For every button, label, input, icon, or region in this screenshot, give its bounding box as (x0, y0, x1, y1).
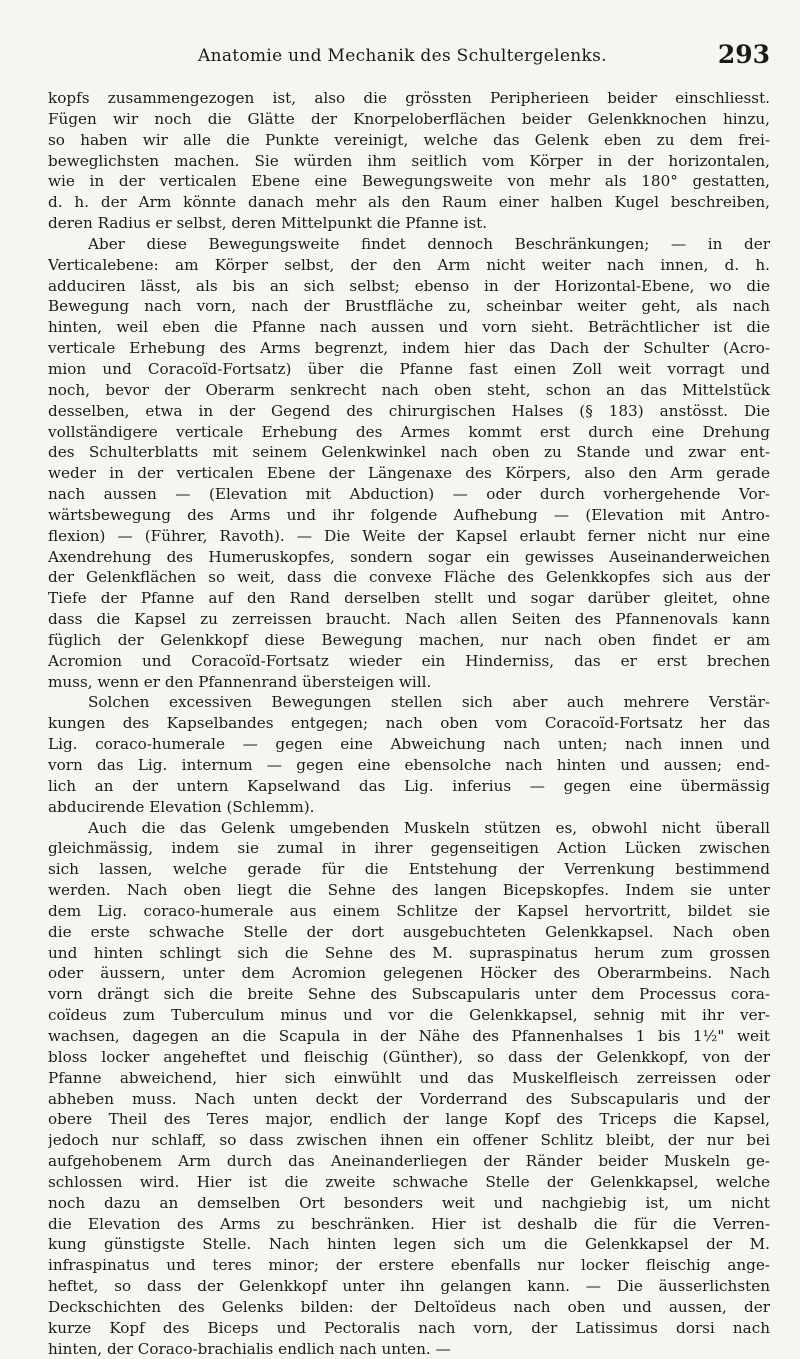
text-line: Pfanne abweichend, hier sich einwühlt und das Muskelfleisch zerreissen oder (48, 1068, 770, 1087)
text-line: vollständigere verticale Erhebung des Armes kommt erst durch eine Drehung (48, 422, 770, 441)
text-line: die erste schwache Stelle der dort ausgebuchteten Gelenkkapsel. Nach oben (48, 922, 770, 941)
text-line: muss, wenn er den Pfannenrand übersteigen will. (48, 672, 432, 691)
text-line: kung günstigste Stelle. Nach hinten legen sich um die Gelenkkapsel der M. (48, 1235, 770, 1254)
text-line: Bewegung nach vorn, nach der Brustfläche zu, scheinbar weiter geht, als nach (48, 297, 770, 316)
text-line: Acromion und Coracoïd-Fortsatz wieder ein Hinderniss, das er erst brechen (48, 651, 770, 670)
text-line: gleichmässig, indem sie zumal in ihrer gegenseitigen Action Lücken zwischen (48, 839, 770, 858)
text-line: dass die Kapsel zu zerreissen braucht. Nach allen Seiten des Pfannenovals kann (48, 610, 770, 629)
text-line: vorn drängt sich die breite Sehne des Subscapularis unter dem Processus cora- (48, 985, 770, 1004)
text-line: Lig. coraco-humerale — gegen eine Abweichung nach unten; nach innen und (48, 735, 770, 754)
body-text (48, 88, 770, 1359)
text-line: oder äussern, unter dem Acromion gelegenen Höcker des Oberarmbeins. Nach (48, 964, 770, 983)
text-line: verticale Erhebung des Arms begrenzt, indem hier das Dach der Schulter (Acro- (48, 339, 770, 358)
text-line: wachsen, dagegen an die Scapula in der Nähe des Pfannenhalses 1 bis 1½" weit (48, 1026, 770, 1045)
text-line: sich lassen, welche gerade für die Entstehung der Verrenkung bestimmend (48, 860, 770, 879)
text-line: deren Radius er selbst, deren Mittelpunkt die Pfanne ist. (48, 214, 488, 233)
text-line: Axendrehung des Humeruskopfes, sondern sogar ein gewisses Auseinanderweichen (48, 547, 770, 566)
text-line: d. h. der Arm könnte danach mehr als den Raum einer halben Kugel beschreiben, (48, 193, 770, 212)
text-line: schlossen wird. Hier ist die zweite schwache Stelle der Gelenkkapsel, welche (48, 1172, 770, 1191)
text-line: noch dazu an demselben Ort besonders weit und nachgiebig ist, um nicht (48, 1193, 770, 1212)
text-line: füglich der Gelenkkopf diese Bewegung machen, nur nach oben findet er am (48, 630, 770, 649)
text-line: Tiefe der Pfanne auf den Rand derselben stellt und sogar darüber gleitet, ohne (48, 589, 770, 608)
text-line: abducirende Elevation (Schlemm). (48, 797, 315, 816)
text-line: infraspinatus und teres minor; der erstere ebenfalls nur locker fleischig ange- (48, 1256, 770, 1275)
page-number: 293 (717, 40, 770, 69)
text-line: coïdeus zum Tuberculum minus und vor die Gelenkkapsel, sehnig mit ihr ver- (48, 1006, 770, 1025)
text-line: jedoch nur schlaff, so dass zwischen ihnen ein offener Schlitz bleibt, der nur bei (48, 1131, 770, 1150)
running-title: Anatomie und Mechanik des Schultergelenks. (198, 46, 607, 66)
text-line: kungen des Kapselbandes entgegen; nach oben vom Coracoïd-Fortsatz her das (48, 714, 770, 733)
text-line: Aber diese Bewegungsweite findet dennoch Beschränkungen; — in der (88, 234, 770, 253)
text-line: adduciren lässt, als bis an sich selbst; ebenso in der Horizontal-Ebene, wo die (48, 276, 770, 295)
text-line: bloss locker angeheftet und fleischig (Günther), so dass der Gelenkkopf, von der (48, 1047, 770, 1066)
text-line: kopfs zusammengezogen ist, also die grössten Peripherieen beider einschliesst. (48, 89, 770, 107)
text-line: flexion) — (Führer, Ravoth). — Die Weite der Kapsel erlaubt ferner nicht nur eine (48, 526, 770, 545)
text-line: abheben muss. Nach unten deckt der Vorderrand des Subscapularis und der (48, 1089, 770, 1108)
text-line: werden. Nach oben liegt die Sehne des langen Bicepskopfes. Indem sie unter (48, 881, 770, 900)
text-line: mion und Coracoïd-Fortsatz) über die Pfanne fast einen Zoll weit vorragt und (48, 359, 770, 378)
text-line: kurze Kopf des Biceps und Pectoralis nach vorn, der Latissimus dorsi nach (48, 1318, 770, 1337)
text-line: Verticalebene: am Körper selbst, der den Arm nicht weiter nach innen, d. h. (48, 255, 770, 274)
text-line: Auch die das Gelenk umgebenden Muskeln stützen es, obwohl nicht überall (88, 818, 770, 837)
text-line: hinten, weil eben die Pfanne nach aussen und vorn sieht. Beträchtlicher ist die (48, 318, 770, 337)
text-line: lich an der untern Kapselwand das Lig. inferius — gegen eine übermässig (48, 776, 770, 795)
text-line: die Elevation des Arms zu beschränken. Hier ist deshalb die für die Verren- (48, 1214, 770, 1233)
text-line: und hinten schlingt sich die Sehne des M. supraspinatus herum zum grossen (48, 943, 770, 962)
text-line: Solchen excessiven Bewegungen stellen sich aber auch mehrere Verstär- (88, 693, 770, 712)
text-line: nach aussen — (Elevation mit Abduction) — oder durch vorhergehende Vor- (48, 485, 770, 504)
text-line: weder in der verticalen Ebene der Längenaxe des Körpers, also den Arm gerade (48, 464, 770, 483)
text-line: so haben wir alle die Punkte vereinigt, welche das Gelenk eben zu dem frei- (48, 130, 770, 149)
text-line: des Schulterblatts mit seinem Gelenkwinkel nach oben zu Stande und zwar ent- (48, 443, 770, 462)
text-line: beweglichsten machen. Sie würden ihm seitlich vom Körper in der horizontalen, (48, 151, 770, 170)
text-line: hinten, der Coraco-brachialis endlich nach unten. — (48, 1339, 451, 1358)
text-line: dem Lig. coraco-humerale aus einem Schlitze der Kapsel hervortritt, bildet sie (48, 901, 770, 920)
text-line: desselben, etwa in der Gegend des chirurgischen Halses (§ 183) anstösst. Die (48, 401, 770, 420)
text-line: heftet, so dass der Gelenkkopf unter ihn gelangen kann. — Die äusserlichsten (48, 1277, 770, 1296)
text-line: noch, bevor der Oberarm senkrecht nach oben steht, schon an das Mittelstück (48, 380, 770, 399)
text-line: wärtsbewegung des Arms und ihr folgende Aufhebung — (Elevation mit Antro- (48, 505, 770, 524)
text-line: wie in der verticalen Ebene eine Bewegungsweite von mehr als 180° gestatten, (48, 172, 770, 191)
text-line: aufgehobenem Arm durch das Aneinanderliegen der Ränder beider Muskeln ge- (48, 1152, 770, 1171)
text-line: Deckschichten des Gelenks bilden: der Deltoïdeus nach oben und aussen, der (48, 1297, 770, 1316)
page-header (48, 40, 770, 76)
text-line: vorn das Lig. internum — gegen eine ebensolche nach hinten und aussen; end- (48, 756, 770, 774)
text-line: Fügen wir noch die Glätte der Knorpeloberflächen beider Gelenkknochen hinzu, (48, 109, 770, 128)
text-line: der Gelenkflächen so weit, dass die convexe Fläche des Gelenkkopfes sich aus der (48, 568, 770, 587)
text-line: obere Theil des Teres major, endlich der lange Kopf des Triceps die Kapsel, (48, 1110, 770, 1129)
